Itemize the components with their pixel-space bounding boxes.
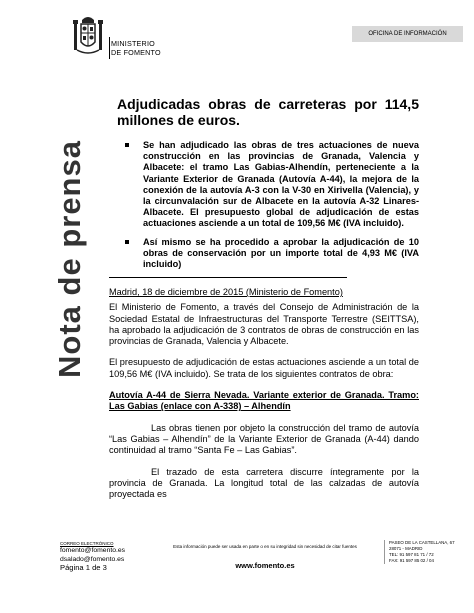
headline: Adjudicadas obras de carreteras por 114,5 millones de euros.	[117, 96, 419, 128]
office-label: OFICINA DE INFORMACIÓN	[352, 26, 463, 42]
dateline: Madrid, 18 de diciembre de 2015 (Ministerio de Fomento)	[109, 287, 343, 298]
paragraph: El presupuesto de adjudicación de estas actuaciones asciende a un total de 109,56 M€ (IVA incluido). Se trata de los siguientes contratos de obra:	[109, 357, 419, 379]
ministry-name	[111, 39, 161, 57]
address-line: 28071 - MADRID	[389, 546, 423, 551]
header-divider	[109, 37, 110, 59]
press-release-body	[109, 96, 419, 510]
paragraph: Las obras tienen por objeto la construcción del tramo de autovía “Las Gabias – Alhendín” de la Variante Exterior de Granada (A-44) dando continuidad al tramo “Santa Fe – Las Gabias”.	[109, 422, 419, 456]
bullet-square-icon	[125, 240, 129, 244]
footer-contact	[60, 541, 150, 573]
section-title: Autovía A-44 de Sierra Nevada. Variante exterior de Granada. Tramo: Las Gabias (enlace con A-338) – Alhendín	[109, 390, 419, 412]
bullet-item	[117, 237, 419, 271]
press-note-label	[52, 109, 88, 409]
paragraph: El trazado de esta carretera discurre íntegramente por la provincia de Granada. La longitud total de las calzadas de autovía proyectada es	[109, 466, 419, 500]
ministry-line2: DE FOMENTO	[111, 48, 161, 57]
bullet-square-icon	[125, 143, 129, 147]
press-note-text: Nota de prensa	[52, 140, 87, 378]
email-label: CORREO ELECTRÓNICO	[60, 541, 114, 546]
email-link[interactable]: dsalado@fomento.es	[60, 555, 125, 563]
fax-line: FAX: 91 597 85 02 / 04	[389, 558, 434, 563]
page-number: Página 1 de 3	[60, 563, 107, 572]
footer-note: Esta información puede ser usada en parte o en su integridad sin necesidad de citar fuentes	[173, 544, 357, 549]
address-line: PASEO DE LA CASTELLANA, 67	[389, 540, 455, 545]
ministry-line1: MINISTERIO	[111, 39, 155, 48]
separator-line	[109, 277, 347, 278]
paragraph: El Ministerio de Fomento, a través del Consejo de Administración de la Sociedad Estatal de Infraestructuras del Transporte Terrestre (SEITTSA), ha aprobado la adjudicación de 3 contratos de obras de construcción en las provincias de Granada, Valencia y Albacete.	[109, 302, 419, 347]
email-link[interactable]: fomento@fomento.es	[60, 547, 126, 554]
bullet-item	[117, 140, 419, 230]
phone-line: TEL: 91 597 81 71 / 72	[389, 552, 434, 557]
bullet-text: Se han adjudicado las obras de tres actuaciones de nueva construcción en las provincias de Granada, Valencia y Albacete: el tramo Las Gabias-Alhendín, perteneciente a la Variante Exterior de Granada (Autovía A-44), la mejora de la conexión de la autovía A-3 con la V-30 en Xirivella (Valencia), y la circunvalación sur de Albacete en la autovía A-32 Linares-Albacete. El presupuesto global de adjudicación de estas actuaciones asciende a un total de 109,56 M€ (IVA incluido).	[143, 140, 419, 229]
website-link[interactable]: www.fomento.es	[235, 561, 295, 570]
footer-address	[384, 540, 471, 564]
spain-coat-of-arms-icon	[70, 14, 106, 58]
summary-bullets	[117, 140, 419, 270]
bullet-text: Así mismo se ha procedido a aprobar la adjudicación de 10 obras de conservación por un importe total de 4,93 M€ (IVA incluido)	[143, 236, 419, 270]
